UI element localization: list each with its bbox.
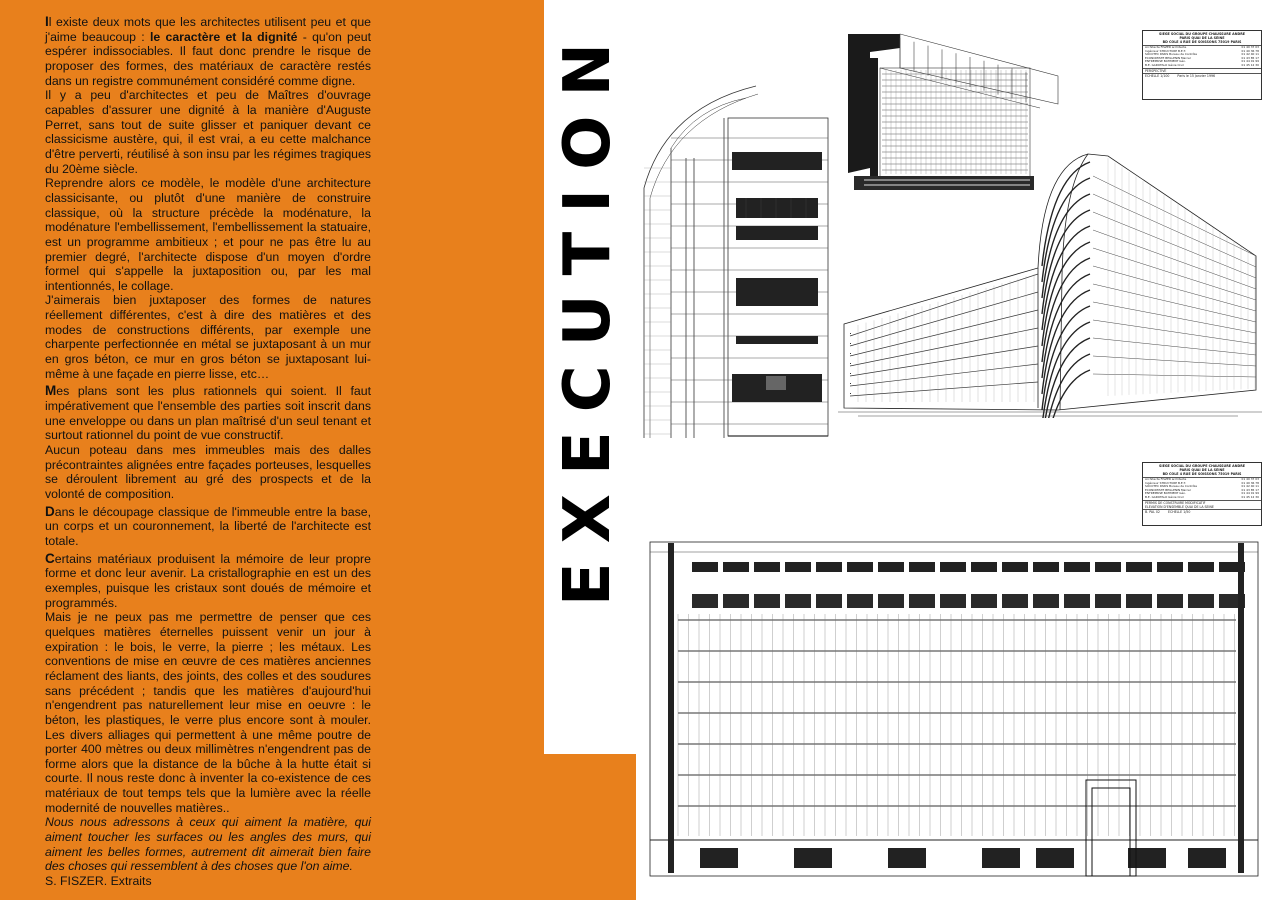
base-window — [1128, 848, 1166, 868]
paragraph-text: Aucun poteau dans mes immeubles mais des dalles précontraintes alignées entre façades porteuses, lesquelles se déroulent librement au gré des prospects et de la volonté de composition. — [45, 443, 371, 501]
title-block-phone: 01 45 12 30 — [1241, 62, 1259, 67]
base-window — [794, 848, 832, 868]
top-window — [878, 594, 904, 608]
floor-band — [850, 346, 1038, 376]
side-band — [1093, 284, 1256, 322]
top-window — [723, 562, 749, 572]
title-block-phone: 01 40 37 03 — [1241, 45, 1259, 49]
title-block-rows — [1143, 46, 1261, 68]
top-window — [692, 562, 718, 572]
paragraph-text: Il y a peu d'architectes et peu de Maîtres d'ouvrage capables d'assurer une dignité à la manière d'Auguste Perret, sans tout de suite glisser et paniquer devant ce classicisme austère, qui, il est vrai, a eu cette malchance d'être perverti, réutilisé à son insu par les régimes tragiques du 20ème siècle. — [45, 88, 371, 176]
paragraph-text: J'aimerais bien juxtaposer des formes de natures réellement différentes, c'est à dire des matières et des modes de constructions différents, par exemple une charpente perfectionnée en métal se juxtaposant à un mur en gros béton, ce mur en gros béton se juxtaposant lui-même à une façade en pierre lisse, etc… — [45, 293, 371, 381]
title-block-foot — [1143, 500, 1261, 509]
title-block-party: ENTREPRISE BATIMENT Gén. — [1145, 491, 1187, 496]
top-window — [785, 562, 811, 572]
title-block-party: Ingénieur STRUCTURE B.E.T. — [1145, 480, 1187, 485]
text-paragraph — [45, 384, 371, 443]
title-block-phone: 01 42 40 11 — [1241, 52, 1259, 57]
title-block-phone: 01 43 85 17 — [1241, 55, 1259, 60]
text-paragraph — [45, 443, 371, 502]
title-block-party: Ingénieur STRUCTURE B.E.T. — [1145, 48, 1187, 53]
top-window — [816, 594, 842, 608]
elevation-drawing — [648, 540, 1260, 880]
title-block-party: ECONOMISTE BEILLENIN Marcel — [1145, 55, 1191, 60]
paragraph-text: ertains matériaux produisent la mémoire de leur propre forme et donc leur avenir. La cristallographie en est un des exemples, puisque les cristaux sont doués de mémoire et programmés. — [45, 551, 371, 610]
top-window — [971, 594, 997, 608]
band-mark — [850, 363, 851, 364]
floor-band — [850, 274, 1038, 336]
text-paragraph — [45, 815, 371, 874]
top-window — [1157, 562, 1183, 572]
title-block-foot-small — [1143, 509, 1261, 514]
side-band — [1093, 374, 1256, 377]
title-block-party: ENTREPRISE BATIMENT Gén. — [1145, 59, 1187, 64]
paragraph-text: Nous nous adressons à ceux qui aiment la matière, qui aiment toucher les surfaces ou les angles des murs, qui aiment les belles formes, autrement dit aimerait bien faire des choses qui ressemblent à des choses que l'on aime. — [45, 815, 371, 874]
band-mark — [850, 333, 851, 334]
top-window — [847, 594, 873, 608]
text-paragraph — [45, 176, 371, 293]
band-mark — [850, 393, 851, 394]
title-block-phone: 01 40 36 78 — [1241, 480, 1259, 485]
text-paragraph — [45, 15, 371, 88]
title-block-line: PARIS QUAI DE LA SEINE — [1179, 36, 1225, 40]
floor-band — [850, 310, 1038, 356]
title-block-drawing-name: ELEVATION D'ENSEMBLE QUAI DE LA SEINE — [1145, 504, 1214, 509]
section-drawing — [636, 78, 836, 440]
title-block-line: SIEGE SOCIAL DU GROUPE CHAUSSURE ANDRE — [1158, 464, 1246, 468]
title-block-permit: PERMIS DE CONSTRUIRE MODIFICATIF — [1145, 500, 1206, 505]
title-block-party: SOCOTEC PARIS Bureau de Contrôle — [1145, 484, 1198, 489]
perspective-curved-corner — [1042, 162, 1090, 418]
title-block-phone: 01 44 01 99 — [1241, 59, 1259, 64]
top-window — [754, 562, 780, 572]
top-window — [1126, 594, 1152, 608]
paragraph-lead-letter: D — [45, 503, 55, 519]
text-paragraph — [45, 505, 371, 549]
title-block-head — [1143, 463, 1261, 478]
top-window — [1095, 594, 1121, 608]
top-window — [1033, 594, 1059, 608]
title-block-party: ECONOMISTE BEILLENIN Marcel — [1145, 487, 1191, 492]
floor-band — [850, 364, 1038, 386]
paragraph-text: es plans sont les plus rationnels qui soient. Il faut impérativement que l'ensemble des parties soit inscrit dans une enveloppe ou dans un plan maîtrisé d'un seul tenant et surtout rationnel du point de vue constructif. — [45, 384, 371, 443]
title-block-phone: 01 43 85 17 — [1241, 487, 1259, 492]
top-window — [1064, 594, 1090, 608]
title-block-party: Architecte FISZER architecte — [1145, 45, 1187, 49]
title-block-line: PARIS QUAI DE LA SEINE — [1179, 468, 1225, 472]
title-block-party: B.E. GAROFALO Génie Civil — [1145, 62, 1184, 67]
top-window — [971, 562, 997, 572]
band-mark — [850, 373, 851, 374]
title-block-party: SOCOTEC PARIS Bureau de Contrôle — [1145, 52, 1198, 57]
base-window — [1036, 848, 1074, 868]
page-heading: EXECUTION — [551, 23, 625, 607]
title-block-phone: 01 40 36 78 — [1241, 48, 1259, 53]
top-window — [1188, 594, 1214, 608]
curved-band — [1042, 370, 1090, 418]
top-window — [1157, 594, 1183, 608]
title-block-date: Paris le 15 Janvier 1996 — [1177, 73, 1216, 78]
title-block-party: B.E. GAROFALO Génie Civil — [1145, 494, 1184, 499]
heading-wrapper — [548, 10, 628, 620]
paragraph-lead-letter: C — [45, 550, 55, 566]
title-block-party: Architecte FISZER architecte — [1145, 477, 1187, 481]
top-window — [1033, 562, 1059, 572]
base-window — [982, 848, 1020, 868]
paragraph-text: ans le découpage classique de l'immeuble entre la base, un corps et un couronnement, la liberté de l'architecte est totale. — [45, 504, 371, 548]
paragraph-text: Mais je ne peux pas me permettre de penser que ces quelques matières éternelles puissent venir un jour à expiration : le bois, le verre, la pierre ; les métaux. Les conventions de mise en œuvre de ces matières anciennes réclament des liants, des joints, des colles et des soudures sans précédent ; tandis que les matières d'aujourd'hui n'engendrent pas naturellement leur mise en oeuvre : le béton, les plastiques, le verre plus encore sont à mouler. Les divers alliages qui permettent à une même poutre de porter 400 mètres ou deux millimètres n'engendrent pas de forme alors que la distance de la bûche à la hutte était si courte. Il nous reste donc à inventer la co-existence de ces matériaux de tout temps tels que la lumière avec la réelle modernité de nouvelles matières.. — [45, 610, 371, 815]
paragraph-text: - qu'on peut espérer indissociables. Il faut donc prendre le risque de proposer des formes, des matériaux de caractère restés dans un registre communément considéré comme digne. — [45, 29, 371, 88]
title-block-rows — [1143, 478, 1261, 500]
top-window — [816, 562, 842, 572]
perspective-drawing — [838, 146, 1262, 418]
band-mark — [850, 343, 851, 344]
title-block-phone: 01 42 40 11 — [1241, 484, 1259, 489]
top-window — [1095, 562, 1121, 572]
base-window — [700, 848, 738, 868]
band-mark — [850, 383, 851, 384]
side-band — [1093, 302, 1256, 333]
paragraph-text: S. FISZER. Extraits — [45, 874, 152, 889]
top-window — [878, 562, 904, 572]
side-band — [1093, 176, 1256, 256]
top-window — [692, 594, 718, 608]
title-block-number: B. PAL 02 — [1145, 509, 1160, 514]
top-window — [785, 594, 811, 608]
text-paragraph — [45, 88, 371, 176]
top-window — [909, 594, 935, 608]
top-window — [940, 562, 966, 572]
paragraph-lead-letter: I — [45, 14, 49, 29]
base-window — [888, 848, 926, 868]
floor-band — [850, 382, 1038, 396]
floor-band — [850, 292, 1038, 346]
title-block-line: BD COLE 4 RUE DE SOISSONS 75019 PARIS — [1162, 472, 1242, 476]
title-block-scale: ECHELLE 1/50 — [1167, 509, 1191, 514]
emphasis-text: le caractère et la dignité — [149, 29, 298, 44]
top-window — [1188, 562, 1214, 572]
title-block-drawing-name: PERSPECTIVE — [1145, 68, 1167, 73]
top-window — [723, 594, 749, 608]
title-block-phone: 01 40 37 03 — [1241, 477, 1259, 481]
text-paragraph — [45, 552, 371, 611]
side-band — [1093, 230, 1256, 289]
title-block-line: BD COLE 4 RUE DE SOISSONS 75019 PARIS — [1162, 40, 1242, 44]
text-paragraph — [45, 874, 371, 889]
top-window — [1064, 562, 1090, 572]
side-band — [1093, 356, 1256, 366]
orange-background-tab — [544, 754, 636, 900]
top-window — [909, 562, 935, 572]
title-block-phone: 01 45 12 30 — [1241, 494, 1259, 499]
elevation-title-block — [1142, 462, 1262, 526]
band-mark — [850, 353, 851, 354]
top-window — [1002, 594, 1028, 608]
base-window — [1188, 848, 1226, 868]
text-paragraph — [45, 610, 371, 815]
perspective-floor-bands — [850, 158, 1256, 402]
top-window — [847, 562, 873, 572]
paragraph-lead-letter: M — [45, 383, 57, 399]
paragraph-text: l existe deux mots que les architectes utilisent peu et que j'aime beaucoup : — [45, 15, 371, 44]
title-block-scale: ECHELLE 1/100 — [1145, 73, 1170, 78]
title-block-head — [1143, 31, 1261, 46]
paragraph-text: Reprendre alors ce modèle, le modèle d'une architecture classicisante, ou plutôt d'une manière de construire classique, où la structure précède la modénature, la modénature l'embellissement, l'embellissement la statuaire, est un programme ambitieux ; et pour ne pas être lu au premier degré, l'architecte dispose d'un moyen d'ordre formel qui s'appelle la juxtaposition ou, par les mal intentionnés, le collage. — [45, 176, 371, 293]
top-window — [940, 594, 966, 608]
perspective-title-block — [1142, 30, 1262, 100]
floor-band — [850, 328, 1038, 366]
top-window — [1126, 562, 1152, 572]
top-window — [1002, 562, 1028, 572]
side-band — [1093, 266, 1256, 311]
title-block-foot-small — [1143, 73, 1261, 78]
text-column — [45, 12, 371, 889]
title-block-phone: 01 44 01 99 — [1241, 491, 1259, 496]
title-block-line: SIEGE SOCIAL DU GROUPE CHAUSSURE ANDRE — [1158, 32, 1246, 36]
top-window — [754, 594, 780, 608]
text-paragraph — [45, 293, 371, 381]
side-band — [1093, 212, 1256, 278]
